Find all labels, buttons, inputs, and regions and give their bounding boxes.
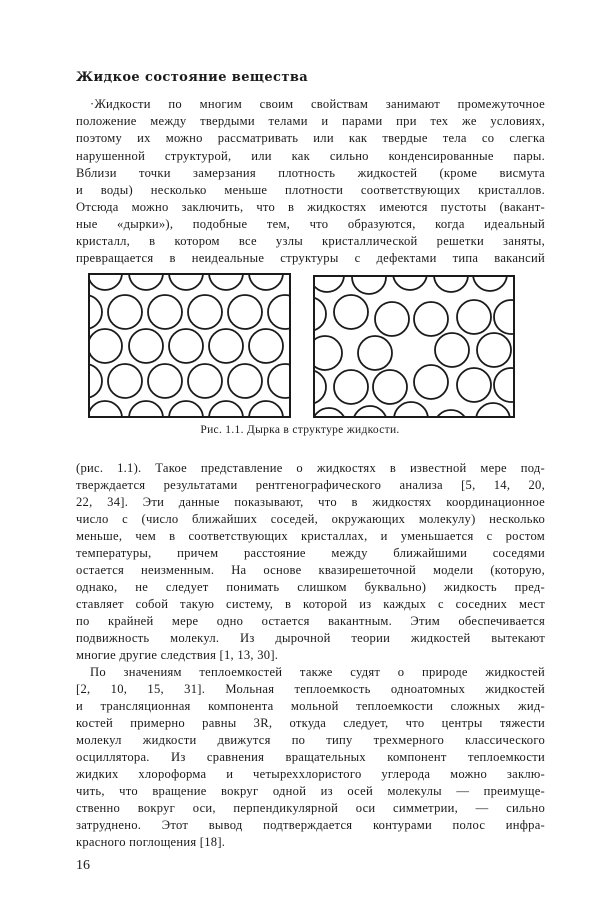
figure-panel-with-hole xyxy=(313,275,515,418)
text-line: По значениям теплоемкостей также судят о природе жидкостей xyxy=(90,665,545,679)
text-line: меньше, чем в соответствующих кристаллах, и уменьшается с ростом xyxy=(76,529,545,543)
text-line: жидких хлороформа и четыреххлористого углерода можно заклю- xyxy=(76,767,545,781)
text-line: чить, что вращение вокруг одной из осей молекулы — преимуще- xyxy=(76,784,545,798)
text-line: [2, 10, 15, 31]. Мольная теплоемкость одноатомных жидкостей xyxy=(76,682,545,696)
text-line: кристалл, в котором все узлы кристаллической решетки заняты, xyxy=(76,234,545,248)
text-line: и воды) несколько меньше плотности соответствующих кристаллов. xyxy=(76,183,545,197)
circle-packing-with-vacancy-diagram xyxy=(315,277,513,416)
text-line: 22, 34]. Эти данные показывают, что в жидкостях координационное xyxy=(76,495,545,509)
text-line: положение между твердыми телами и парами при тех же условиях, xyxy=(76,114,545,128)
text-line: ·Жидкости по многим своим свойствам занимают промежуточное xyxy=(90,97,545,111)
section-heading: Жидкое состояние вещества xyxy=(76,70,309,85)
text-line: осциллятора. Из сравнения вращательных компонент теплоемкости xyxy=(76,750,545,764)
text-line: Отсюда можно заключить, что в жидкостях имеются пустоты (вакант- xyxy=(76,200,545,214)
text-line: затруднено. Этот вывод подтверждается контурами полос инфра- xyxy=(76,818,545,832)
figure-panel-ordered xyxy=(88,273,291,418)
text-line: нарушенной структурой, или как сильно конденсированные пары. xyxy=(76,149,545,163)
text-line: ные «дырки»), подобные тем, что образуются, когда идеальный xyxy=(76,217,545,231)
text-line: подвижность молекул. Из дырочной теории жидкостей вытекают xyxy=(76,631,545,645)
text-line: Вблизи точки замерзания плотность жидкостей (кроме висмута xyxy=(76,166,545,180)
text-line: тверждается результатами рентгенографического анализа [5, 14, 20, xyxy=(76,478,545,492)
text-line: по крайней мере одно остается вакантным. Этим обеспечивается xyxy=(76,614,545,628)
text-line: однако, не следует понимать слишком буквально) жидкость пред- xyxy=(76,580,545,594)
text-line: превращается в неидеальные структуры с дефектами типа вакансий xyxy=(76,251,545,265)
text-line: молекул жидкости движутся по типу трехмерного классического xyxy=(76,733,545,747)
text-line: число c (число ближайших соседей, окружающих молекулу) несколько xyxy=(76,512,545,526)
text-line: ставляет собой такую систему, в которой из каждых c соседних мест xyxy=(76,597,545,611)
text-line: (рис. 1.1). Такое представление о жидкостях в известной мере под- xyxy=(76,461,545,475)
page-number: 16 xyxy=(76,858,90,873)
text-line: поэтому их можно рассматривать или как твердые тела со слегка xyxy=(76,131,545,145)
text-line: температуры, причем расстояние между ближайшими соседями xyxy=(76,546,545,560)
figure-caption: Рис. 1.1. Дырка в структуре жидкости. xyxy=(200,424,400,436)
text-line: и трансляционная компонента мольной теплоемкости сложных жид- xyxy=(76,699,545,713)
text-line: остается неизменным. На основе квазирешеточной модели (которую, xyxy=(76,563,545,577)
circle-packing-diagram xyxy=(90,275,289,416)
text-line: многие другие следствия [1, 13, 30]. xyxy=(76,648,279,662)
text-line: красного поглощения [18]. xyxy=(76,835,226,849)
text-line: костей примерно равны 3R, откуда следует, что центры тяжести xyxy=(76,716,545,730)
text-line: ственно вокруг оси, перпендикулярной оси симметрии, — сильно xyxy=(76,801,545,815)
